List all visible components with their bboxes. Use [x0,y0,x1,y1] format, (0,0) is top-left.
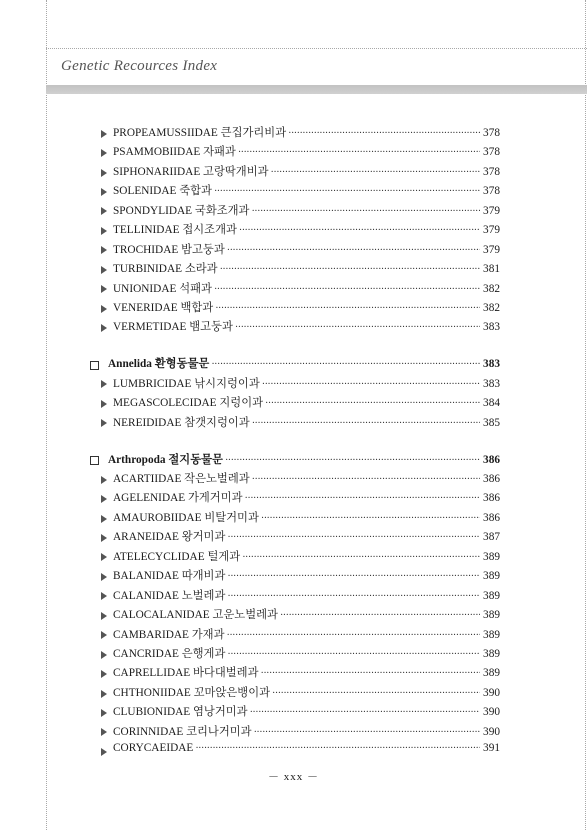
family-name: TROCHIDAE 밤고둥과 [113,243,225,256]
triangle-bullet-icon [101,227,107,235]
index-entry-row [90,645,500,664]
triangle-bullet-icon [101,419,107,427]
family-name: UNIONIDAE 석패과 [113,282,212,295]
dot-leader [265,398,480,409]
triangle-bullet-icon [101,651,107,659]
triangle-bullet-icon [101,612,107,620]
index-entry-row [90,587,500,606]
dot-leader [227,630,480,641]
dot-leader [227,649,480,660]
dot-leader [261,668,481,679]
index-entry-row [90,606,500,625]
dot-leader [227,591,480,602]
family-name: CALOCALANIDAE 고운노벌레과 [113,609,278,622]
dot-leader [252,474,480,485]
family-name: ARANEIDAE 왕거미과 [113,531,226,544]
family-name: SPONDYLIDAE 국화조개과 [113,204,250,217]
section-name: Annelida 환형동물문 [108,358,210,371]
dot-leader [250,707,480,718]
index-entry-row [90,182,500,201]
page-ref: 386 [483,492,500,505]
triangle-bullet-icon [101,149,107,157]
dot-leader [235,322,480,333]
triangle-bullet-icon [101,130,107,138]
triangle-bullet-icon [101,690,107,698]
page-ref: 381 [483,263,500,276]
dot-leader [288,128,480,139]
triangle-bullet-icon [101,207,107,215]
page-ref: 389 [483,589,500,602]
family-name: CORINNIDAE 코리나거미과 [113,725,252,738]
dot-leader [214,186,480,197]
page-ref: 383 [483,321,500,334]
triangle-bullet-icon [101,188,107,196]
triangle-bullet-icon [101,169,107,177]
dot-leader [215,303,480,314]
page-ref: 390 [483,686,500,699]
dot-leader [227,571,480,582]
dot-leader [271,167,480,178]
family-name: TELLINIDAE 접시조개과 [113,224,237,237]
triangle-bullet-icon [101,515,107,523]
dot-leader [262,379,480,390]
page-ref: 390 [483,725,500,738]
family-name: ACARTIIDAE 작은노벌레과 [113,473,250,485]
section-spacer [90,338,500,356]
page-ref: 378 [483,146,500,159]
page-ref: 389 [483,550,500,563]
triangle-bullet-icon [101,631,107,639]
page-ref: 383 [483,358,500,371]
family-name: CLUBIONIDAE 염낭거미과 [113,706,248,719]
dot-leader [214,284,480,295]
page-ref: 379 [483,224,500,237]
index-entry-row [90,375,500,394]
dot-leader [239,225,480,236]
family-name: TURBINIDAE 소라과 [113,263,218,276]
index-entry-row [90,260,500,279]
family-name: SOLENIDAE 죽합과 [113,185,212,198]
triangle-bullet-icon [101,728,107,736]
index-entry-row [90,742,500,761]
index-entry-row [90,124,500,143]
page-ref: 385 [483,416,500,429]
family-name: CAPRELLIDAE 바다대벌레과 [113,667,259,680]
square-bullet-icon [90,361,99,370]
index-entry-row [90,221,500,240]
dot-leader [280,610,480,621]
index-entry-row [90,664,500,683]
section-spacer [90,433,500,451]
dot-leader [272,688,480,699]
index-entry-row [90,548,500,567]
family-name: SIPHONARIIDAE 고랑딱개비과 [113,165,269,178]
page-ref: 382 [483,282,500,295]
page-ref: 379 [483,243,500,256]
page-ref: 378 [483,127,500,139]
triangle-bullet-icon [101,476,107,484]
index-entry-row [90,143,500,162]
index-list [90,124,500,762]
index-entry-row [90,318,500,337]
triangle-bullet-icon [101,495,107,503]
index-entry-row [90,509,500,528]
page-number: － xxx － [268,771,319,783]
family-name: CAMBARIDAE 가재과 [113,628,225,641]
page-ref: 389 [483,628,500,641]
dot-leader [195,743,480,754]
triangle-bullet-icon [101,748,107,756]
page-ref: 389 [483,647,500,660]
index-entry-row [90,626,500,645]
index-entry-row [90,567,500,586]
index-entry-row [90,414,500,433]
family-name: PROPEAMUSSIIDAE 큰집가리비과 [113,127,287,139]
page-ref: 378 [483,185,500,198]
page-ref: 387 [483,531,500,544]
index-entry-row [90,280,500,299]
index-entry-row [90,299,500,318]
family-name: MEGASCOLECIDAE 지렁이과 [113,397,264,410]
dot-leader [261,513,480,524]
page-ref: 386 [483,473,500,485]
index-entry-row [90,163,500,182]
page-ref: 386 [483,511,500,524]
page-ref: 389 [483,609,500,622]
running-header-title: Genetic Recources Index [61,58,218,74]
index-entry-row [90,241,500,260]
triangle-bullet-icon [101,400,107,408]
triangle-bullet-icon [101,324,107,332]
page-ref: 386 [483,453,500,466]
header-gray-bar [46,85,587,94]
index-section-row [90,355,500,374]
triangle-bullet-icon [101,380,107,388]
index-entry-row [90,703,500,722]
page-ref: 389 [483,667,500,680]
family-name: CORYCAEIDAE [113,742,194,755]
page-ref: 389 [483,570,500,583]
dot-leader [242,552,480,563]
right-dotted-border [585,0,586,830]
dot-leader [254,727,480,738]
family-name: NEREIDIDAE 참갯지렁이과 [113,416,250,429]
triangle-bullet-icon [101,573,107,581]
family-name: AMAUROBIIDAE 비탈거미과 [113,511,259,524]
family-name: CHTHONIIDAE 꼬마앉은뱅이과 [113,686,271,699]
index-entry-row [90,723,500,742]
dot-leader [227,245,480,256]
triangle-bullet-icon [101,553,107,561]
page-ref: 378 [483,165,500,178]
dot-leader [220,264,480,275]
index-entry-row [90,528,500,547]
family-name: BALANIDAE 따개비과 [113,570,226,583]
family-name: CANCRIDAE 은행게과 [113,647,226,660]
family-name: AGELENIDAE 가게거미과 [113,492,243,505]
family-name: ATELECYCLIDAE 털게과 [113,550,241,563]
family-name: VENERIDAE 백합과 [113,301,214,314]
dot-leader [252,418,480,429]
left-dotted-border [46,0,47,830]
page-ref: 391 [483,742,500,755]
header-top-dotted-rule [46,48,587,49]
dot-leader [238,147,480,158]
triangle-bullet-icon [101,285,107,293]
family-name: CALANIDAE 노벌레과 [113,589,226,602]
square-bullet-icon [90,456,99,465]
triangle-bullet-icon [101,305,107,313]
family-name: PSAMMOBIIDAE 자패과 [113,146,236,159]
triangle-bullet-icon [101,592,107,600]
dot-leader [211,359,480,370]
index-entry-row [90,394,500,413]
page-ref: 382 [483,301,500,314]
triangle-bullet-icon [101,266,107,274]
page-ref: 384 [483,397,500,410]
page-ref: 383 [483,377,500,390]
index-entry-row [90,202,500,221]
family-name: VERMETIDAE 뱀고둥과 [113,321,233,334]
family-name: LUMBRICIDAE 낚시지렁이과 [113,377,260,390]
dot-leader [227,532,480,543]
triangle-bullet-icon [101,246,107,254]
page-ref: 390 [483,706,500,719]
dot-leader [251,206,480,217]
index-entry-row [90,489,500,508]
index-entry-row [90,470,500,489]
triangle-bullet-icon [101,670,107,678]
dot-leader [225,455,480,466]
section-name: Arthropoda 절지동물문 [108,453,223,466]
index-section-row [90,451,500,470]
triangle-bullet-icon [101,534,107,542]
triangle-bullet-icon [101,709,107,717]
page-ref: 379 [483,204,500,217]
dot-leader [245,493,480,504]
index-entry-row [90,684,500,703]
